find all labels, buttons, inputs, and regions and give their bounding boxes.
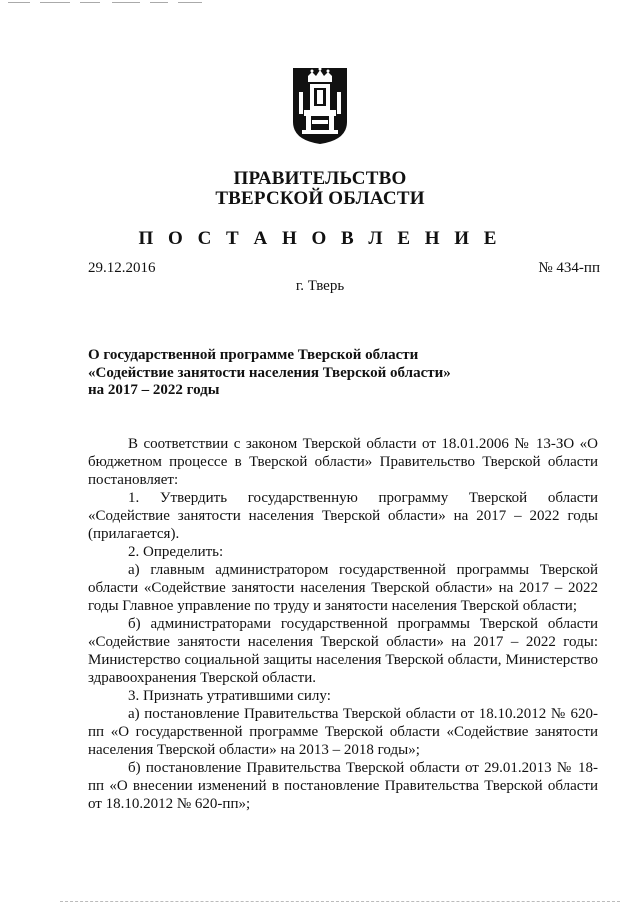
org-name-line1: ПРАВИТЕЛЬСТВО: [233, 168, 407, 189]
body-paragraph: а) постановление Правительства Тверской области от 18.10.2012 № 620-пп «О государственной программе Тверской области «Содействие занятости населения Тверской области» на 2013 – 2018 годы»;: [88, 706, 598, 758]
body-paragraph: 3. Признать утратившими силу:: [128, 688, 331, 704]
body-paragraph: В соответствии с законом Тверской области от 18.01.2006 № 13-ЗО «О бюджетном процессе в Тверской области» Правительство Тверской области постановляет:: [88, 436, 598, 488]
subject-line: О государственной программе Тверской области: [88, 347, 419, 363]
document-number: № 434-пп: [538, 260, 600, 276]
document-body: [88, 435, 598, 813]
document-type: П О С Т А Н О В Л Е Н И Е: [138, 228, 502, 249]
body-paragraph: 2. Определить:: [128, 544, 224, 560]
subject-line: на 2017 – 2022 годы: [88, 382, 220, 398]
document-city: г. Тверь: [295, 278, 345, 294]
document-date: 29.12.2016: [88, 260, 156, 276]
document-subject: [88, 347, 451, 400]
body-paragraph: а) главным администратором государственной программы Тверской области «Содействие занятости населения Тверской области» на 2017 – 2022 годы Главное управление по труду и занятости населения Тверской области;: [88, 562, 598, 614]
org-name-line2: ТВЕРСКОЙ ОБЛАСТИ: [215, 188, 425, 209]
scan-bottom-edge: [60, 901, 620, 903]
scan-edge-marks: [0, 0, 300, 6]
body-paragraph: б) постановление Правительства Тверской области от 29.01.2013 № 18-пп «О внесении изменений в постановление Правительства Тверской области от 18.10.2012 № 620-пп»;: [88, 760, 598, 812]
body-paragraph: 1. Утвердить государственную программу Тверской области «Содействие занятости населения Тверской области» на 2017 – 2022 годы (прилагается).: [88, 490, 598, 542]
body-paragraph: б) администраторами государственной программы Тверской области «Содействие занятости населения Тверской области» на 2017 – 2022 годы: Министерство социальной защиты населения Тверской области, Министерство здравоохранения Тверской области.: [88, 616, 598, 686]
subject-line: «Содействие занятости населения Тверской области»: [88, 364, 451, 381]
coat-of-arms-icon: [290, 66, 350, 146]
